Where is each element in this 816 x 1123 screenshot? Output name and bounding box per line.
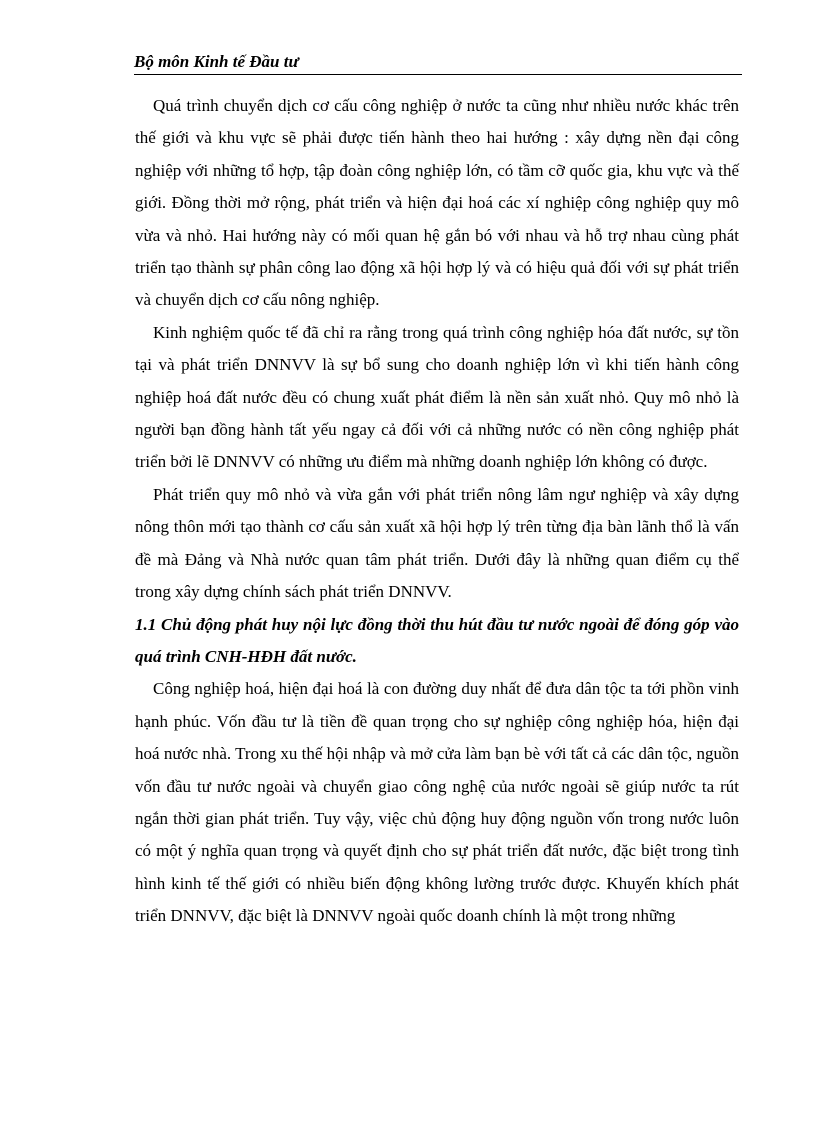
paragraph-1: Quá trình chuyển dịch cơ cấu công nghiệp ở nước ta cũng như nhiều nước khác trên thế giới và khu vực sẽ phải được tiến hành theo hai hướng : xây dựng nền đại công nghiệp với những tổ hợp, tập đoàn công nghiệp lớn, có tầm cỡ quốc gia, khu vực và thế giới. Đồng thời mở rộng, phát triển và hiện đại hoá các xí nghiệp công nghiệp quy mô vừa và nhỏ. Hai hướng này có mối quan hệ gắn bó với nhau và hỗ trợ nhau cùng phát triển tạo thành sự phân công lao động xã hội hợp lý và có hiệu quả đối với sự phát triển và chuyển dịch cơ cấu nông nghiệp. bbox=[135, 96, 739, 310]
paragraph-2: Kinh nghiệm quốc tế đã chỉ ra rằng trong quá trình công nghiệp hóa đất nước, sự tồn tại và phát triển DNNVV là sự bổ sung cho doanh nghiệp lớn vì khi tiến hành công nghiệp hoá đất nước đều có chung xuất phát điểm là nền sản xuất nhỏ. Quy mô nhỏ là người bạn đồng hành tất yếu ngay cả đối với cả những nước có nền công nghiệp phát triển bởi lẽ DNNVV có những ưu điểm mà những doanh nghiệp lớn không có được. bbox=[135, 322, 739, 472]
page-header bbox=[134, 50, 742, 75]
header-title: Bộ môn Kinh tế Đầu tư bbox=[134, 52, 299, 71]
paragraph-3: Phát triển quy mô nhỏ và vừa gắn với phát triển nông lâm ngư nghiệp và xây dựng nông thôn mới tạo thành cơ cấu sản xuất xã hội hợp lý trên từng địa bàn lãnh thổ là vấn đề mà Đảng và Nhà nước quan tâm phát triển. Dưới đây là những quan điểm cụ thể trong xây dựng chính sách phát triển DNNVV. bbox=[135, 484, 739, 602]
document-body bbox=[135, 90, 739, 933]
section-paragraph: Công nghiệp hoá, hiện đại hoá là con đường duy nhất để đưa dân tộc ta tới phồn vinh hạnh phúc. Vốn đầu tư là tiền đề quan trọng cho sự nghiệp công nghiệp hóa, hiện đại hoá nước nhà. Trong xu thế hội nhập và mở cửa làm bạn bè với tất cả các dân tộc, nguồn vốn đầu tư nước ngoài và chuyển giao công nghệ của nước ngoài sẽ giúp nước ta rút ngắn thời gian phát triển. Tuy vậy, việc chủ động huy động nguồn vốn trong nước luôn có một ý nghĩa quan trọng và quyết định cho sự phát triển đất nước, đặc biệt trong tình hình kinh tế thế giới có nhiều biến động không lường trước được. Khuyến khích phát triển DNNVV, đặc biệt là DNNVV ngoài quốc doanh chính là một trong những bbox=[135, 679, 739, 926]
section-heading: 1.1 Chủ động phát huy nội lực đồng thời thu hút đầu tư nước ngoài để đóng góp vào quá trình CNH-HĐH đất nước. bbox=[135, 614, 739, 666]
